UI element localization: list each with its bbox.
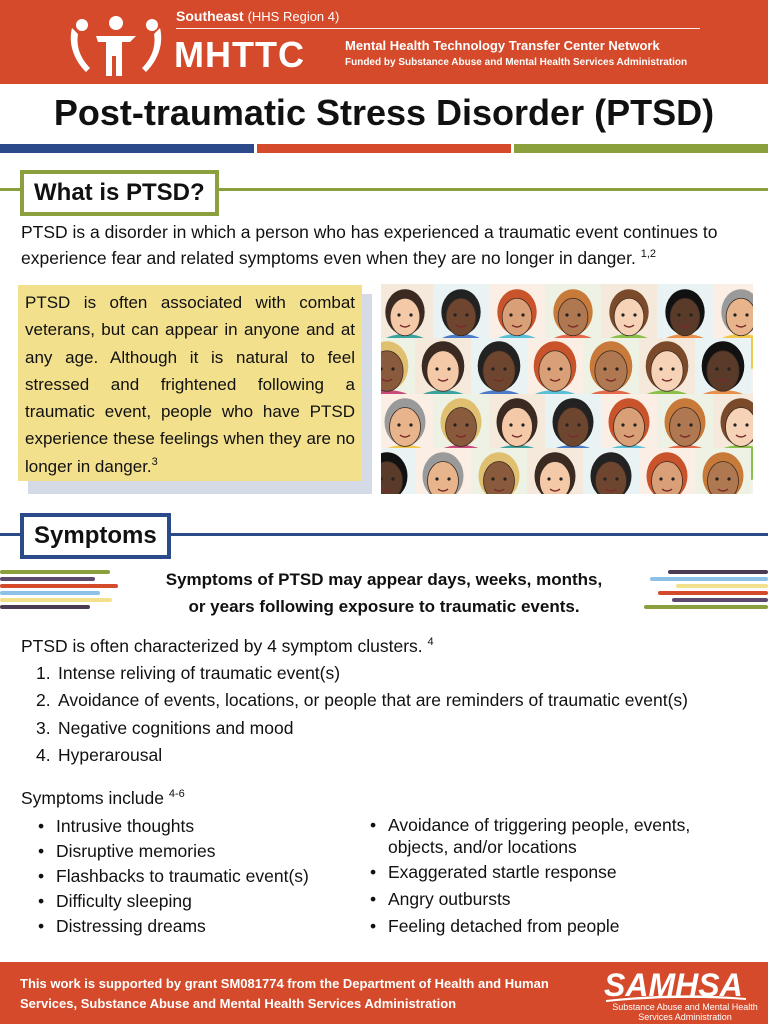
symptoms-callout: [140, 566, 628, 620]
clusters-intro: [21, 633, 721, 659]
cluster-text: Negative cognitions and mood: [58, 717, 294, 738]
region-sub: (HHS Region 4): [247, 9, 340, 24]
list-item: • Flashbacks to traumatic event(s): [38, 864, 358, 889]
title-rule-olive: [514, 144, 768, 153]
list-number: 1.: [36, 663, 51, 683]
diverse-people-illustration: [381, 284, 753, 494]
page-title: Post-traumatic Stress Disorder (PTSD): [53, 92, 715, 133]
symptoms-list-left: [38, 814, 358, 939]
person-figure: [381, 448, 418, 494]
footer-banner: [0, 962, 768, 1024]
intro-ref: 1,2: [640, 248, 656, 260]
list-item: [36, 715, 688, 742]
list-item: • Angry outbursts: [370, 888, 730, 910]
list-item: • Feeling detached from people: [370, 915, 730, 937]
person-figure: [636, 448, 698, 494]
list-item: [36, 687, 688, 714]
what-is-heading-text: What is PTSD?: [34, 179, 205, 206]
list-item: • Disruptive memories: [38, 839, 358, 864]
cluster-text: Hyperarousal: [58, 744, 163, 765]
title-rule-blue: [0, 144, 254, 153]
symptoms-list-right: [370, 814, 730, 937]
clusters-ref: 4: [427, 636, 434, 648]
samhsa-logo: SAMHSA: [604, 967, 743, 1003]
samhsa-swoosh-icon: [606, 994, 746, 1002]
region-label: [176, 8, 339, 24]
person-figure: [468, 448, 530, 494]
include-ref: 4-6: [168, 788, 185, 800]
people-logo-icon: [66, 16, 166, 80]
cluster-text: Avoidance of events, locations, or people that are reminders of traumatic event(s): [58, 690, 689, 711]
cluster-text: Intense reliving of traumatic event(s): [58, 663, 341, 683]
list-item: [36, 660, 688, 687]
list-item: • Exaggerated startle response: [370, 861, 730, 883]
intro-paragraph: [21, 219, 751, 271]
clusters-intro-text: PTSD is often characterized by 4 symptom clusters.: [21, 636, 423, 656]
callout-box: [18, 285, 362, 481]
person-figure: [580, 448, 642, 494]
symptoms-heading: [20, 513, 171, 559]
left-stripes-decoration: [0, 570, 140, 610]
person-figure: [524, 448, 586, 494]
symptom-clusters-list: [36, 660, 688, 769]
list-item: • Difficulty sleeping: [38, 889, 358, 914]
person-figure: [412, 448, 474, 494]
symptoms-callout-line2: or years following exposure to traumatic events.: [188, 597, 580, 616]
what-is-heading: [20, 170, 219, 216]
callout-text: PTSD is often associated with combat veterans, but can appear in anyone and at any age. Although it is natural to feel stressed and frightened following a traumatic event, people who have PTSD experience these feelings when they are no longer in danger.: [25, 293, 355, 476]
include-intro-text: Symptoms include: [21, 788, 164, 808]
brand-funding: Funded by Substance Abuse and Mental Health Services Administration: [345, 57, 688, 68]
brand-tagline: Mental Health Technology Transfer Center Network: [345, 38, 660, 53]
list-number: 2.: [36, 690, 51, 711]
symptoms-heading-text: Symptoms: [34, 522, 157, 549]
list-item: • Distressing dreams: [38, 914, 358, 939]
right-stripes-decoration: [630, 570, 768, 610]
header-divider: [176, 28, 700, 29]
symptoms-include-intro: [21, 785, 421, 811]
brand-name: MHTTC: [174, 34, 305, 75]
person-figure: [692, 448, 753, 494]
list-item: • Avoidance of triggering people, events, objects, and/or locations: [370, 814, 730, 858]
region-name: Southeast: [176, 8, 244, 24]
list-number: 3.: [36, 717, 51, 738]
header-banner: [0, 0, 768, 84]
list-item: [36, 742, 688, 769]
title-rule-orange: [257, 144, 511, 153]
symptoms-callout-line1: Symptoms of PTSD may appear days, weeks, months,: [165, 570, 603, 589]
samhsa-subtitle: Substance Abuse and Mental Health Services Administration: [612, 1002, 758, 1022]
grant-statement: This work is supported by grant SM081774 from the Department of Health and Human Services, Substance Abuse and Mental Health Services Administration: [20, 976, 549, 1011]
callout-ref: 3: [151, 455, 158, 468]
intro-text: PTSD is a disorder in which a person who has experienced a traumatic event continues to experience fear and related symptoms even when they are no longer in danger.: [21, 222, 718, 268]
list-number: 4.: [36, 744, 51, 765]
list-item: • Intrusive thoughts: [38, 814, 358, 839]
people-illustration-icon: [381, 284, 753, 494]
